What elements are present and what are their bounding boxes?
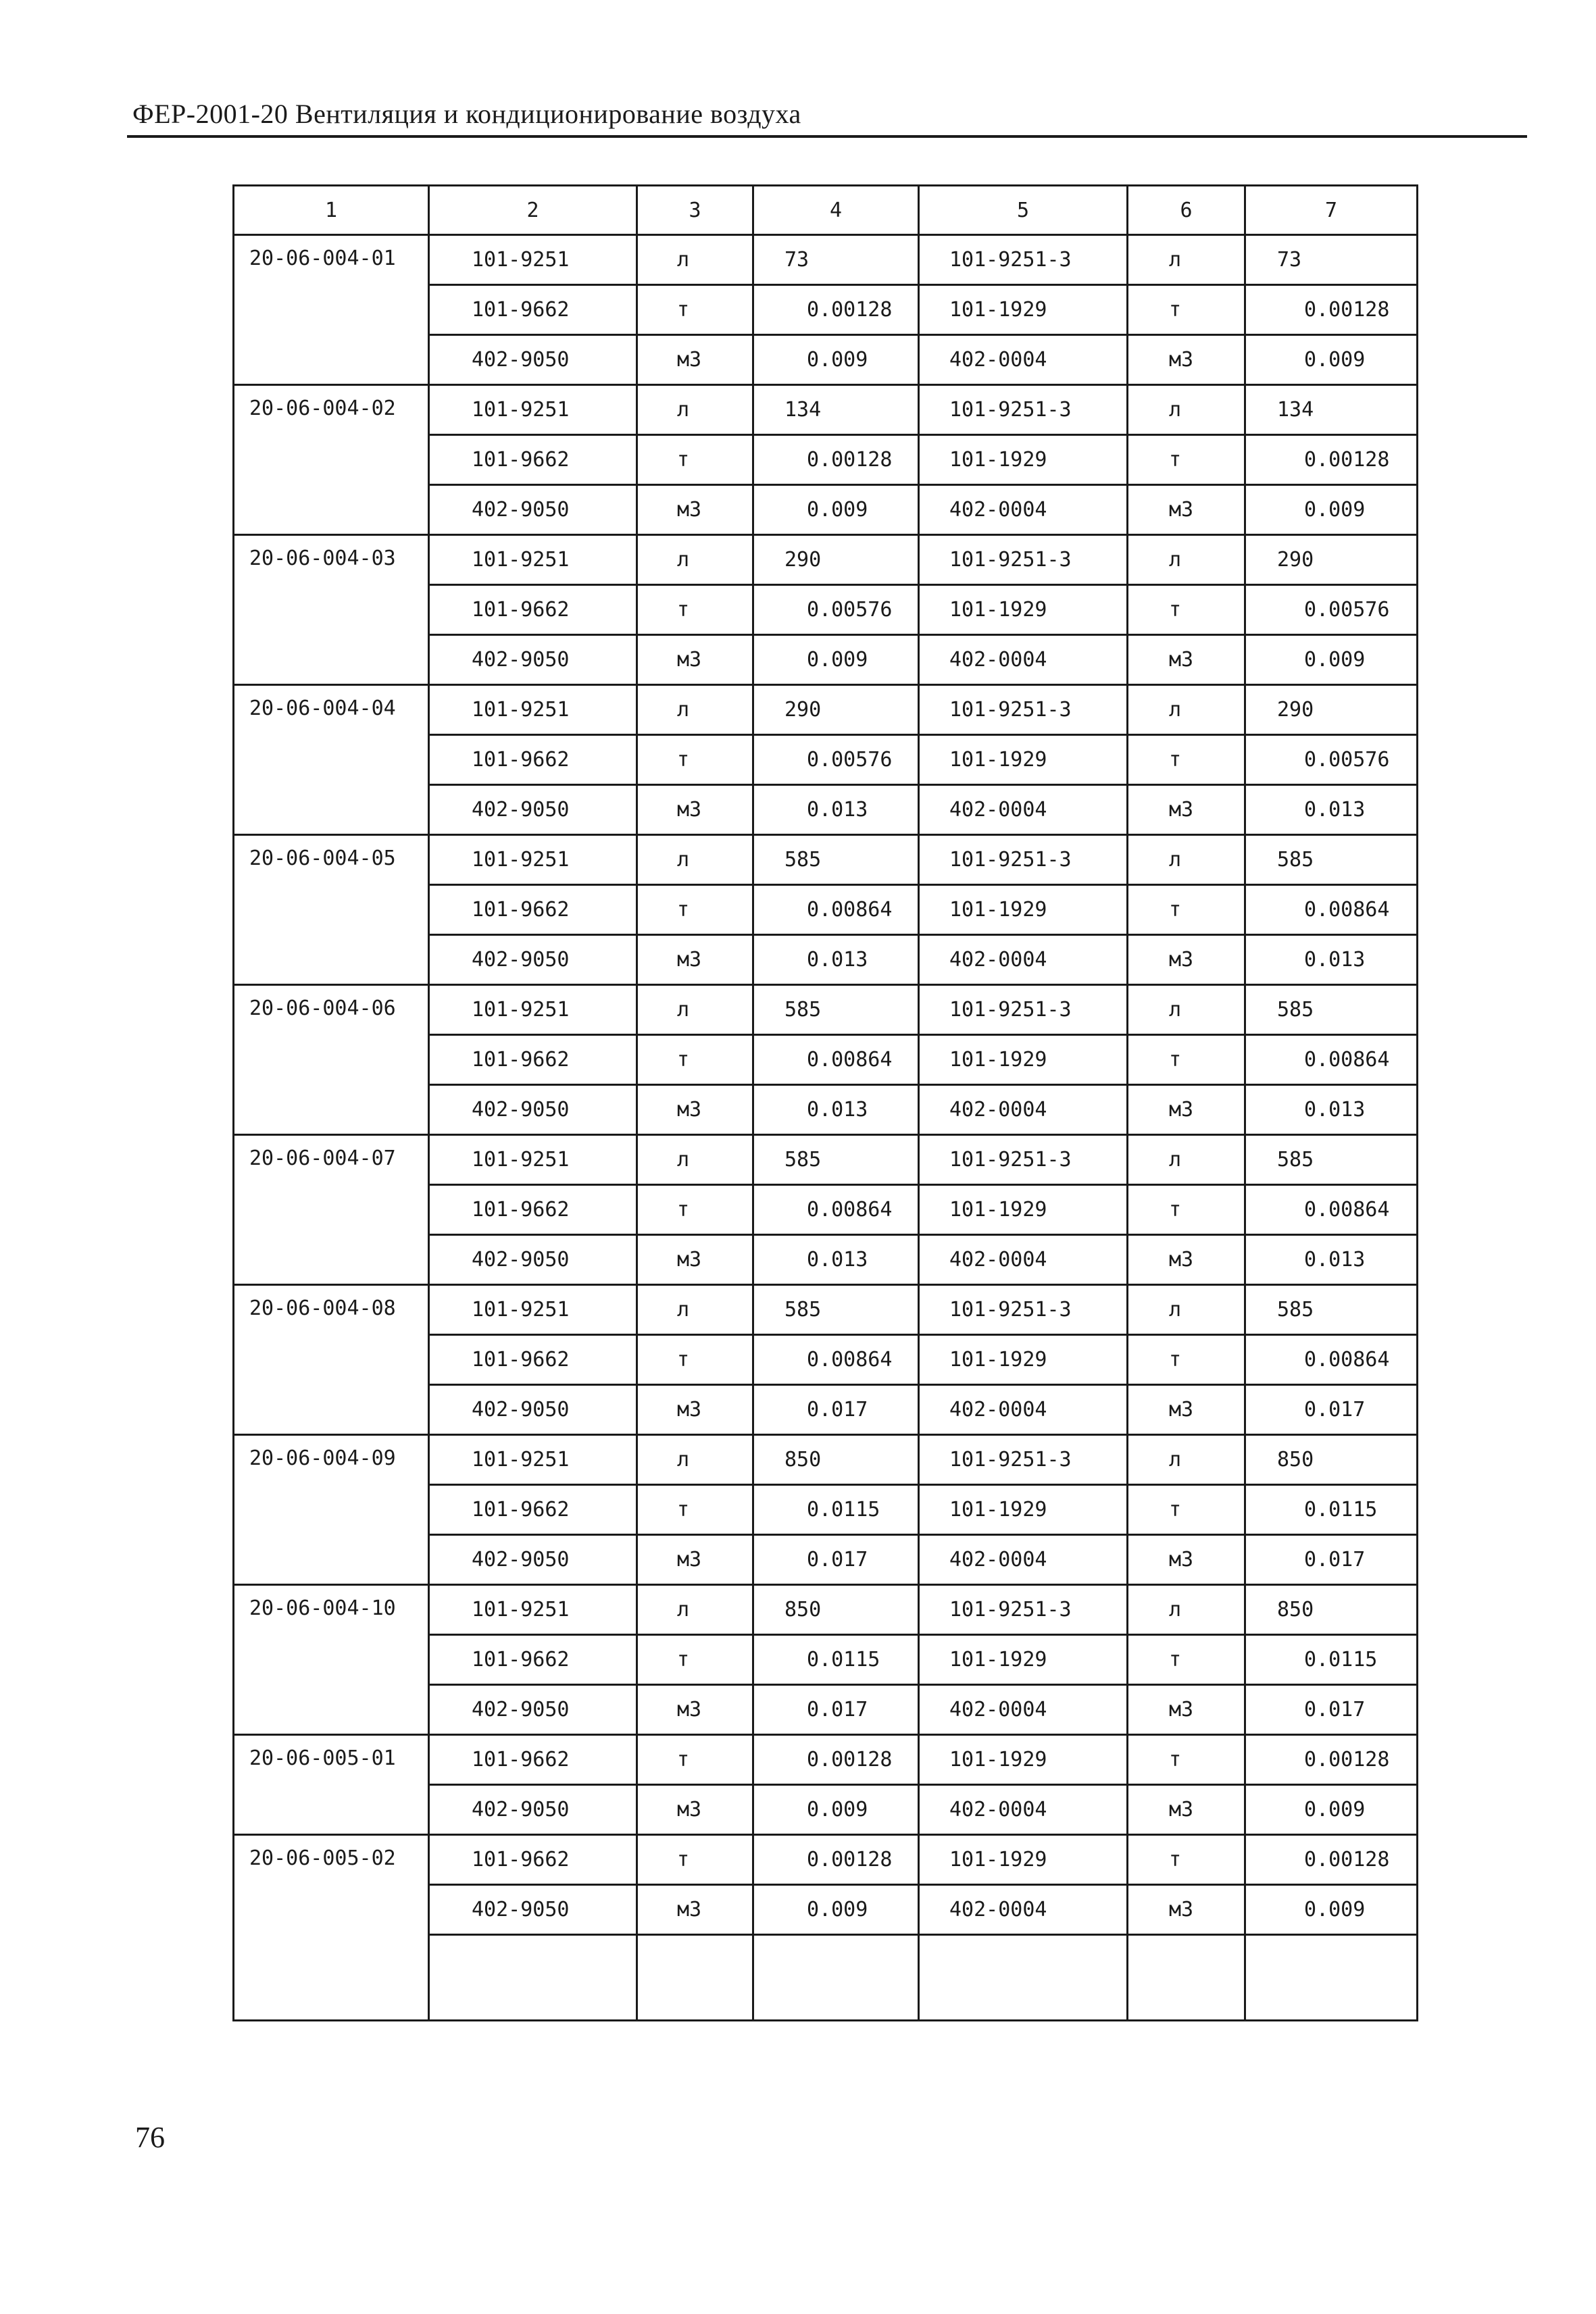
quantity-cell: 0.013 — [1245, 1085, 1418, 1135]
unit-cell: м3 — [637, 1085, 753, 1135]
unit-cell: м3 — [1128, 1085, 1245, 1135]
unit-cell: л — [1128, 985, 1245, 1035]
rate-code-cell: 20-06-004-01 — [234, 235, 429, 385]
unit-cell: л — [637, 835, 753, 885]
unit-cell: т — [1128, 285, 1245, 335]
quantity-cell: 850 — [1245, 1585, 1418, 1635]
unit-cell: т — [637, 285, 753, 335]
rate-code-cell: 20-06-004-07 — [234, 1135, 429, 1285]
unit-cell: м3 — [1128, 635, 1245, 685]
unit-cell: л — [1128, 1585, 1245, 1635]
quantity-cell: 0.009 — [1245, 1785, 1418, 1835]
quantity-cell: 0.00128 — [1245, 1735, 1418, 1785]
quantity-cell: 0.00864 — [753, 1035, 919, 1085]
quantity-cell: 0.00128 — [1245, 1835, 1418, 1885]
resource-code-cell: 101-9251 — [429, 385, 637, 435]
resource-code-cell: 402-0004 — [919, 1235, 1128, 1285]
unit-cell: л — [1128, 835, 1245, 885]
rate-code-cell: 20-06-004-04 — [234, 685, 429, 835]
unit-cell: л — [637, 385, 753, 435]
resource-code-cell: 101-9251-3 — [919, 1285, 1128, 1335]
table-row — [234, 1835, 1418, 1885]
unit-cell: м3 — [1128, 785, 1245, 835]
quantity-cell: 850 — [753, 1435, 919, 1485]
empty-cell — [753, 1935, 919, 2021]
unit-cell: л — [1128, 235, 1245, 285]
resource-code-cell: 101-9662 — [429, 1635, 637, 1685]
quantity-cell: 0.009 — [1245, 335, 1418, 385]
resource-code-cell: 101-9251 — [429, 1285, 637, 1335]
quantity-cell: 0.017 — [1245, 1385, 1418, 1435]
table-row — [234, 835, 1418, 885]
unit-cell: м3 — [637, 1785, 753, 1835]
resource-code-cell: 101-9251-3 — [919, 1585, 1128, 1635]
resource-code-cell: 101-1929 — [919, 1635, 1128, 1685]
resource-code-cell: 101-9662 — [429, 1335, 637, 1385]
unit-cell: т — [1128, 585, 1245, 635]
unit-cell: т — [637, 1485, 753, 1535]
resource-code-cell: 101-1929 — [919, 1835, 1128, 1885]
unit-cell: м3 — [1128, 1535, 1245, 1585]
quantity-cell: 0.00864 — [1245, 885, 1418, 935]
quantity-cell: 0.00864 — [753, 885, 919, 935]
resource-code-cell: 101-1929 — [919, 1485, 1128, 1535]
quantity-cell: 0.00128 — [753, 435, 919, 485]
quantity-cell: 290 — [753, 535, 919, 585]
resource-code-cell: 402-0004 — [919, 785, 1128, 835]
resource-code-cell: 101-1929 — [919, 885, 1128, 935]
quantity-cell: 290 — [1245, 685, 1418, 735]
quantity-cell: 0.00576 — [753, 585, 919, 635]
unit-cell: т — [1128, 885, 1245, 935]
resource-code-cell: 101-9662 — [429, 1835, 637, 1885]
resource-code-cell: 101-9662 — [429, 1035, 637, 1085]
unit-cell: м3 — [637, 935, 753, 985]
empty-cell — [429, 1935, 637, 2021]
quantity-cell: 0.00576 — [753, 735, 919, 785]
resource-code-cell: 101-1929 — [919, 1735, 1128, 1785]
unit-cell: т — [1128, 1635, 1245, 1685]
column-header: 3 — [637, 186, 753, 235]
table-row — [234, 1435, 1418, 1485]
resource-code-cell: 402-9050 — [429, 1535, 637, 1585]
unit-cell: м3 — [637, 1535, 753, 1585]
quantity-cell: 0.00128 — [1245, 435, 1418, 485]
resource-code-cell: 402-9050 — [429, 1685, 637, 1735]
resource-code-cell: 402-0004 — [919, 1885, 1128, 1935]
resource-code-cell: 101-9251 — [429, 985, 637, 1035]
unit-cell: л — [1128, 1435, 1245, 1485]
quantity-cell: 0.0115 — [1245, 1485, 1418, 1535]
resource-code-cell: 101-9251 — [429, 1135, 637, 1185]
unit-cell: т — [637, 1335, 753, 1385]
unit-cell: м3 — [1128, 935, 1245, 985]
empty-cell — [1128, 1935, 1245, 2021]
resource-code-cell: 402-9050 — [429, 1885, 637, 1935]
document-header-title: ФЕР-2001-20 Вентиляция и кондиционирование воздуха — [132, 99, 801, 129]
rate-code-cell: 20-06-004-06 — [234, 985, 429, 1135]
quantity-cell: 0.009 — [1245, 1885, 1418, 1935]
unit-cell: л — [637, 1435, 753, 1485]
resource-code-cell: 101-9662 — [429, 885, 637, 935]
unit-cell: л — [637, 1135, 753, 1185]
quantity-cell: 585 — [753, 1285, 919, 1335]
resource-code-cell: 402-0004 — [919, 335, 1128, 385]
quantity-cell: 0.009 — [753, 335, 919, 385]
quantity-cell: 0.013 — [1245, 785, 1418, 835]
rate-code-cell: 20-06-004-02 — [234, 385, 429, 535]
rate-code-cell: 20-06-004-10 — [234, 1585, 429, 1735]
resource-code-cell: 402-0004 — [919, 1385, 1128, 1435]
resource-code-cell: 101-9251-3 — [919, 235, 1128, 285]
resource-code-cell: 101-1929 — [919, 435, 1128, 485]
unit-cell: м3 — [637, 485, 753, 535]
unit-cell: л — [637, 235, 753, 285]
resource-code-cell: 402-9050 — [429, 635, 637, 685]
unit-cell: л — [637, 985, 753, 1035]
empty-cell — [919, 1935, 1128, 2021]
unit-cell: м3 — [637, 1885, 753, 1935]
resource-code-cell: 101-1929 — [919, 285, 1128, 335]
unit-cell: л — [1128, 1135, 1245, 1185]
quantity-cell: 0.00128 — [753, 285, 919, 335]
unit-cell: м3 — [1128, 1385, 1245, 1435]
resource-code-cell: 101-9251 — [429, 535, 637, 585]
quantity-cell: 850 — [753, 1585, 919, 1635]
resource-code-cell: 101-9251-3 — [919, 385, 1128, 435]
resource-code-cell: 101-9662 — [429, 1485, 637, 1535]
quantity-cell: 585 — [753, 835, 919, 885]
table-row — [234, 685, 1418, 735]
unit-cell: т — [637, 585, 753, 635]
unit-cell: л — [637, 1585, 753, 1635]
unit-cell: м3 — [637, 785, 753, 835]
unit-cell: т — [1128, 1335, 1245, 1385]
quantity-cell: 0.017 — [753, 1385, 919, 1435]
column-header: 1 — [234, 186, 429, 235]
resource-table-container — [232, 184, 1416, 1965]
unit-cell: т — [1128, 735, 1245, 785]
unit-cell: л — [637, 535, 753, 585]
resource-code-cell: 402-0004 — [919, 1685, 1128, 1735]
resource-code-cell: 101-9251 — [429, 1435, 637, 1485]
unit-cell: м3 — [637, 1385, 753, 1435]
rate-code-cell: 20-06-004-03 — [234, 535, 429, 685]
resource-code-cell: 101-9662 — [429, 1735, 637, 1785]
quantity-cell: 73 — [753, 235, 919, 285]
quantity-cell: 0.013 — [753, 1235, 919, 1285]
quantity-cell: 585 — [1245, 1135, 1418, 1185]
quantity-cell: 134 — [1245, 385, 1418, 435]
unit-cell: м3 — [1128, 1785, 1245, 1835]
resource-code-cell: 101-1929 — [919, 1185, 1128, 1235]
quantity-cell: 0.00864 — [753, 1185, 919, 1235]
resource-code-cell: 101-1929 — [919, 585, 1128, 635]
unit-cell: м3 — [637, 635, 753, 685]
resource-code-cell: 101-9662 — [429, 1185, 637, 1235]
resource-code-cell: 402-0004 — [919, 1085, 1128, 1135]
resource-code-cell: 402-9050 — [429, 1085, 637, 1135]
table-row — [234, 1135, 1418, 1185]
unit-cell: т — [1128, 1485, 1245, 1535]
unit-cell: т — [637, 1835, 753, 1885]
quantity-cell: 0.017 — [1245, 1535, 1418, 1585]
quantity-cell: 290 — [1245, 535, 1418, 585]
quantity-cell: 0.00864 — [753, 1335, 919, 1385]
quantity-cell: 0.00864 — [1245, 1335, 1418, 1385]
resource-code-cell: 402-9050 — [429, 785, 637, 835]
unit-cell: т — [1128, 1185, 1245, 1235]
table-row — [234, 1735, 1418, 1785]
unit-cell: т — [637, 885, 753, 935]
resource-code-cell: 101-9251-3 — [919, 535, 1128, 585]
resource-code-cell: 402-0004 — [919, 1535, 1128, 1585]
unit-cell: т — [637, 1735, 753, 1785]
unit-cell: т — [637, 1185, 753, 1235]
quantity-cell: 585 — [1245, 835, 1418, 885]
resource-code-cell: 101-9662 — [429, 435, 637, 485]
resource-code-cell: 101-9251-3 — [919, 685, 1128, 735]
column-header: 4 — [753, 186, 919, 235]
resource-table-body — [234, 186, 1418, 2021]
unit-cell: м3 — [637, 335, 753, 385]
table-row — [234, 535, 1418, 585]
resource-code-cell: 402-9050 — [429, 1385, 637, 1435]
unit-cell: т — [1128, 435, 1245, 485]
quantity-cell: 0.00576 — [1245, 735, 1418, 785]
unit-cell: л — [1128, 385, 1245, 435]
resource-code-cell: 402-9050 — [429, 1235, 637, 1285]
resource-code-cell: 402-0004 — [919, 485, 1128, 535]
resource-code-cell: 402-0004 — [919, 935, 1128, 985]
quantity-cell: 0.009 — [1245, 485, 1418, 535]
rate-code-cell: 20-06-004-09 — [234, 1435, 429, 1585]
quantity-cell: 134 — [753, 385, 919, 435]
resource-code-cell: 101-9251-3 — [919, 1435, 1128, 1485]
unit-cell: л — [1128, 535, 1245, 585]
resource-code-cell: 101-9662 — [429, 735, 637, 785]
resource-code-cell: 101-1929 — [919, 735, 1128, 785]
table-row — [234, 1285, 1418, 1335]
table-row — [234, 235, 1418, 285]
resource-code-cell: 101-9251-3 — [919, 985, 1128, 1035]
unit-cell: т — [1128, 1835, 1245, 1885]
page-number: 76 — [135, 2121, 165, 2154]
unit-cell: л — [637, 685, 753, 735]
quantity-cell: 585 — [753, 985, 919, 1035]
resource-code-cell: 402-0004 — [919, 635, 1128, 685]
quantity-cell: 290 — [753, 685, 919, 735]
rate-code-cell: 20-06-004-05 — [234, 835, 429, 985]
unit-cell: т — [1128, 1735, 1245, 1785]
resource-code-cell: 101-9251 — [429, 235, 637, 285]
column-header: 5 — [919, 186, 1128, 235]
quantity-cell: 0.009 — [753, 635, 919, 685]
unit-cell: м3 — [1128, 1235, 1245, 1285]
resource-code-cell: 101-9251 — [429, 685, 637, 735]
unit-cell: м3 — [1128, 335, 1245, 385]
unit-cell: т — [637, 1035, 753, 1085]
column-header: 7 — [1245, 186, 1418, 235]
quantity-cell: 0.009 — [753, 1785, 919, 1835]
quantity-cell: 850 — [1245, 1435, 1418, 1485]
quantity-cell: 0.00128 — [753, 1735, 919, 1785]
column-header: 6 — [1128, 186, 1245, 235]
quantity-cell: 0.00864 — [1245, 1035, 1418, 1085]
quantity-cell: 0.013 — [753, 935, 919, 985]
quantity-cell: 585 — [1245, 985, 1418, 1035]
quantity-cell: 0.00128 — [1245, 285, 1418, 335]
table-row — [234, 985, 1418, 1035]
rate-code-cell: 20-06-005-01 — [234, 1735, 429, 1835]
quantity-cell: 0.0115 — [753, 1635, 919, 1685]
quantity-cell: 0.00128 — [753, 1835, 919, 1885]
header-rule — [127, 135, 1527, 138]
resource-code-cell: 101-9662 — [429, 585, 637, 635]
quantity-cell: 585 — [1245, 1285, 1418, 1335]
quantity-cell: 0.017 — [1245, 1685, 1418, 1735]
unit-cell: м3 — [1128, 485, 1245, 535]
unit-cell: т — [637, 1635, 753, 1685]
unit-cell: м3 — [637, 1235, 753, 1285]
resource-code-cell: 101-9251-3 — [919, 835, 1128, 885]
unit-cell: м3 — [637, 1685, 753, 1735]
resource-table — [232, 184, 1418, 2021]
resource-code-cell: 402-9050 — [429, 935, 637, 985]
resource-code-cell: 101-9662 — [429, 285, 637, 335]
unit-cell: т — [637, 735, 753, 785]
resource-code-cell: 402-0004 — [919, 1785, 1128, 1835]
resource-code-cell: 402-9050 — [429, 485, 637, 535]
quantity-cell: 0.013 — [1245, 935, 1418, 985]
unit-cell: м3 — [1128, 1685, 1245, 1735]
quantity-cell: 0.013 — [1245, 1235, 1418, 1285]
table-row — [234, 385, 1418, 435]
column-header: 2 — [429, 186, 637, 235]
quantity-cell: 0.009 — [753, 485, 919, 535]
unit-cell: л — [637, 1285, 753, 1335]
resource-code-cell: 101-9251-3 — [919, 1135, 1128, 1185]
unit-cell: л — [1128, 685, 1245, 735]
resource-code-cell: 101-9251 — [429, 1585, 637, 1635]
quantity-cell: 0.017 — [753, 1685, 919, 1735]
empty-cell — [1245, 1935, 1418, 2021]
resource-code-cell: 101-1929 — [919, 1035, 1128, 1085]
resource-code-cell: 402-9050 — [429, 1785, 637, 1835]
unit-cell: м3 — [1128, 1885, 1245, 1935]
empty-cell — [637, 1935, 753, 2021]
quantity-cell: 0.013 — [753, 1085, 919, 1135]
quantity-cell: 73 — [1245, 235, 1418, 285]
quantity-cell: 0.013 — [753, 785, 919, 835]
resource-code-cell: 402-9050 — [429, 335, 637, 385]
resource-code-cell: 101-1929 — [919, 1335, 1128, 1385]
quantity-cell: 0.017 — [753, 1535, 919, 1585]
quantity-cell: 0.00576 — [1245, 585, 1418, 635]
table-header-row — [234, 186, 1418, 235]
quantity-cell: 0.00864 — [1245, 1185, 1418, 1235]
unit-cell: т — [1128, 1035, 1245, 1085]
resource-code-cell: 101-9251 — [429, 835, 637, 885]
unit-cell: т — [637, 435, 753, 485]
quantity-cell: 0.0115 — [1245, 1635, 1418, 1685]
quantity-cell: 585 — [753, 1135, 919, 1185]
table-row — [234, 1585, 1418, 1635]
rate-code-cell: 20-06-005-02 — [234, 1835, 429, 2021]
unit-cell: л — [1128, 1285, 1245, 1335]
rate-code-cell: 20-06-004-08 — [234, 1285, 429, 1435]
quantity-cell: 0.009 — [1245, 635, 1418, 685]
quantity-cell: 0.0115 — [753, 1485, 919, 1535]
quantity-cell: 0.009 — [753, 1885, 919, 1935]
